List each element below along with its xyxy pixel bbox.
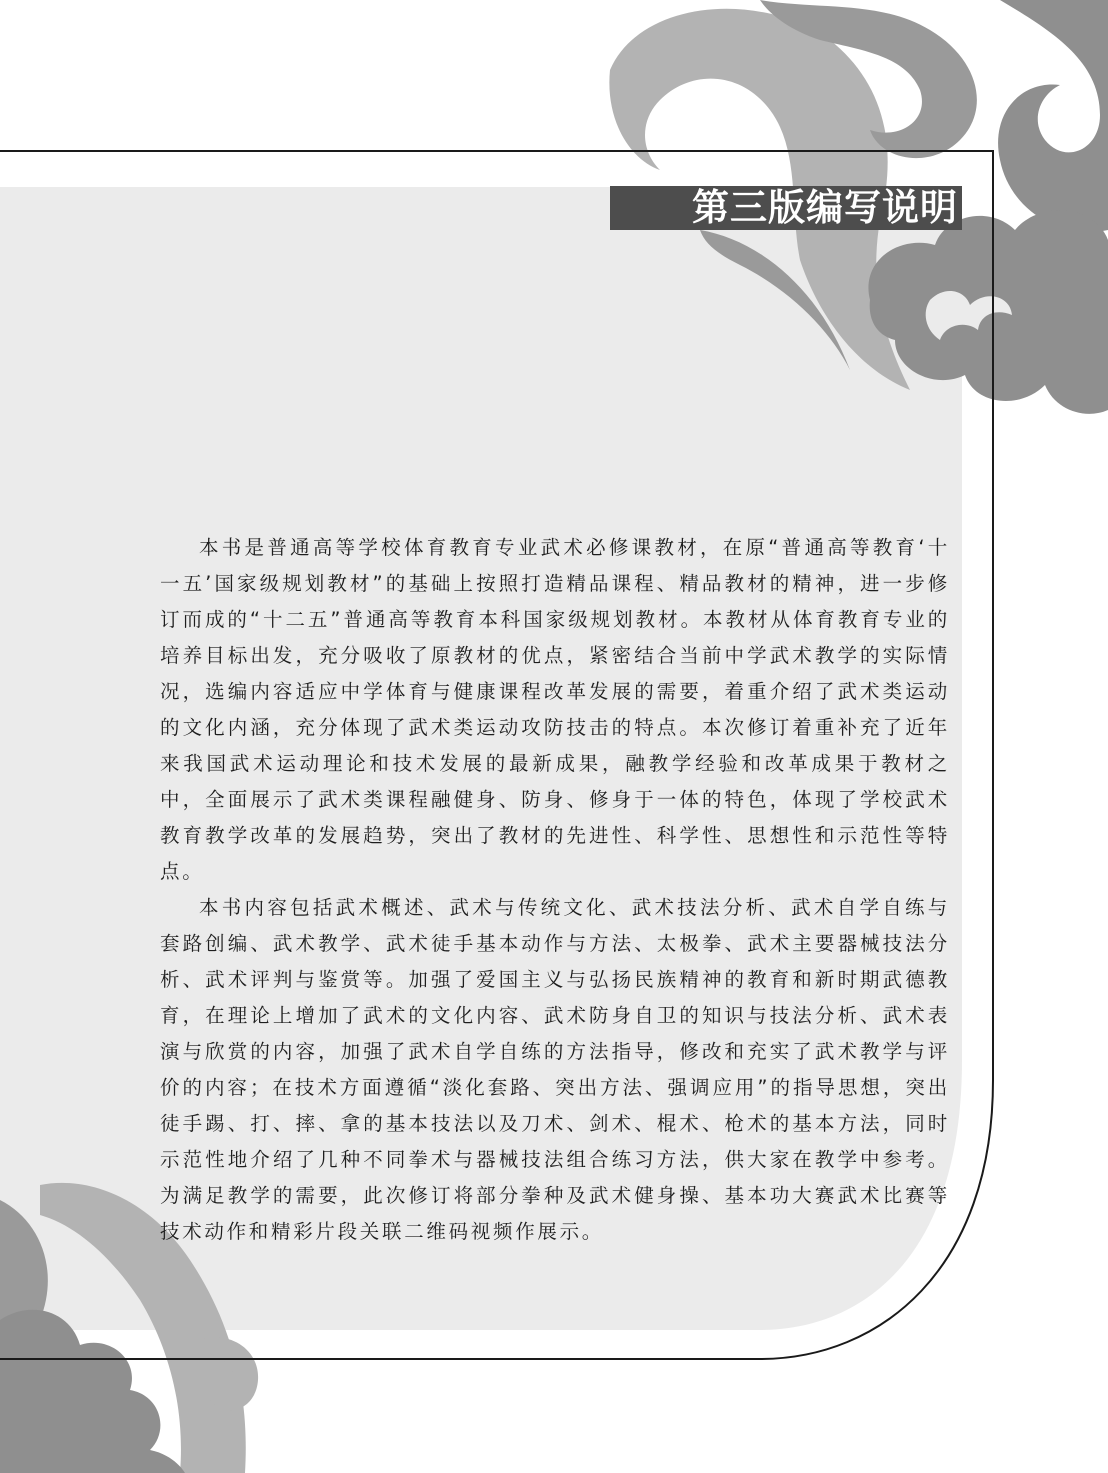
cloud-puff-bottom — [0, 1310, 185, 1473]
page-title: 第三版编写说明 — [692, 186, 958, 229]
paragraph: 本书是普通高等学校体育教育专业武术必修课教材，在原“普通高等教育‘十一五’国家级规划教材”的基础上按照打造精品课程、精品教材的精神，进一步修订而成的“十二五”普通高等教育本科国家级规划教材。本教材从体育教育专业的培养目标出发，充分吸收了原教材的优点，紧密结合当前中学武术教学的实际情况，选编内容适应中学体育与健康课程改革发展的需要，着重介绍了武术类运动的文化内涵，充分体现了武术类运动攻防技击的特点。本次修订着重补充了近年来我国武术运动理论和技术发展的最新成果，融教学经验和改革成果于教材之中，全面展示了武术类课程融健身、防身、修身于一体的特色，体现了学校武术教育教学改革的发展趋势，突出了教材的先进性、科学性、思想性和示范性等特点。 — [160, 536, 950, 883]
title-bar — [610, 186, 962, 230]
paragraph: 本书内容包括武术概述、武术与传统文化、武术技法分析、武术自学自练与套路创编、武术教学、武术徒手基本动作与方法、太极拳、武术主要器械技法分析、武术评判与鉴赏等。加强了爱国主义与弘扬民族精神的教育和新时期武德教育，在理论上增加了武术的文化内容、武术防身自卫的知识与技法分析、武术表演与欣赏的内容，加强了武术自学自练的方法指导，修改和充实了武术教学与评价的内容；在技术方面遵循“淡化套路、突出方法、强调应用”的指导思想，突出徒手踢、打、摔、拿的基本技法以及刀术、剑术、棍术、枪术的基本方法，同时示范性地介绍了几种不同拳术与器械技法组合练习方法，供大家在教学中参考。为满足教学的需要，此次修订将部分拳种及武术健身操、基本功大赛武术比赛等技术动作和精彩片段关联二维码视频作展示。 — [160, 896, 950, 1243]
body-text — [160, 530, 950, 1250]
cloud-swirl-right — [998, 0, 1108, 232]
